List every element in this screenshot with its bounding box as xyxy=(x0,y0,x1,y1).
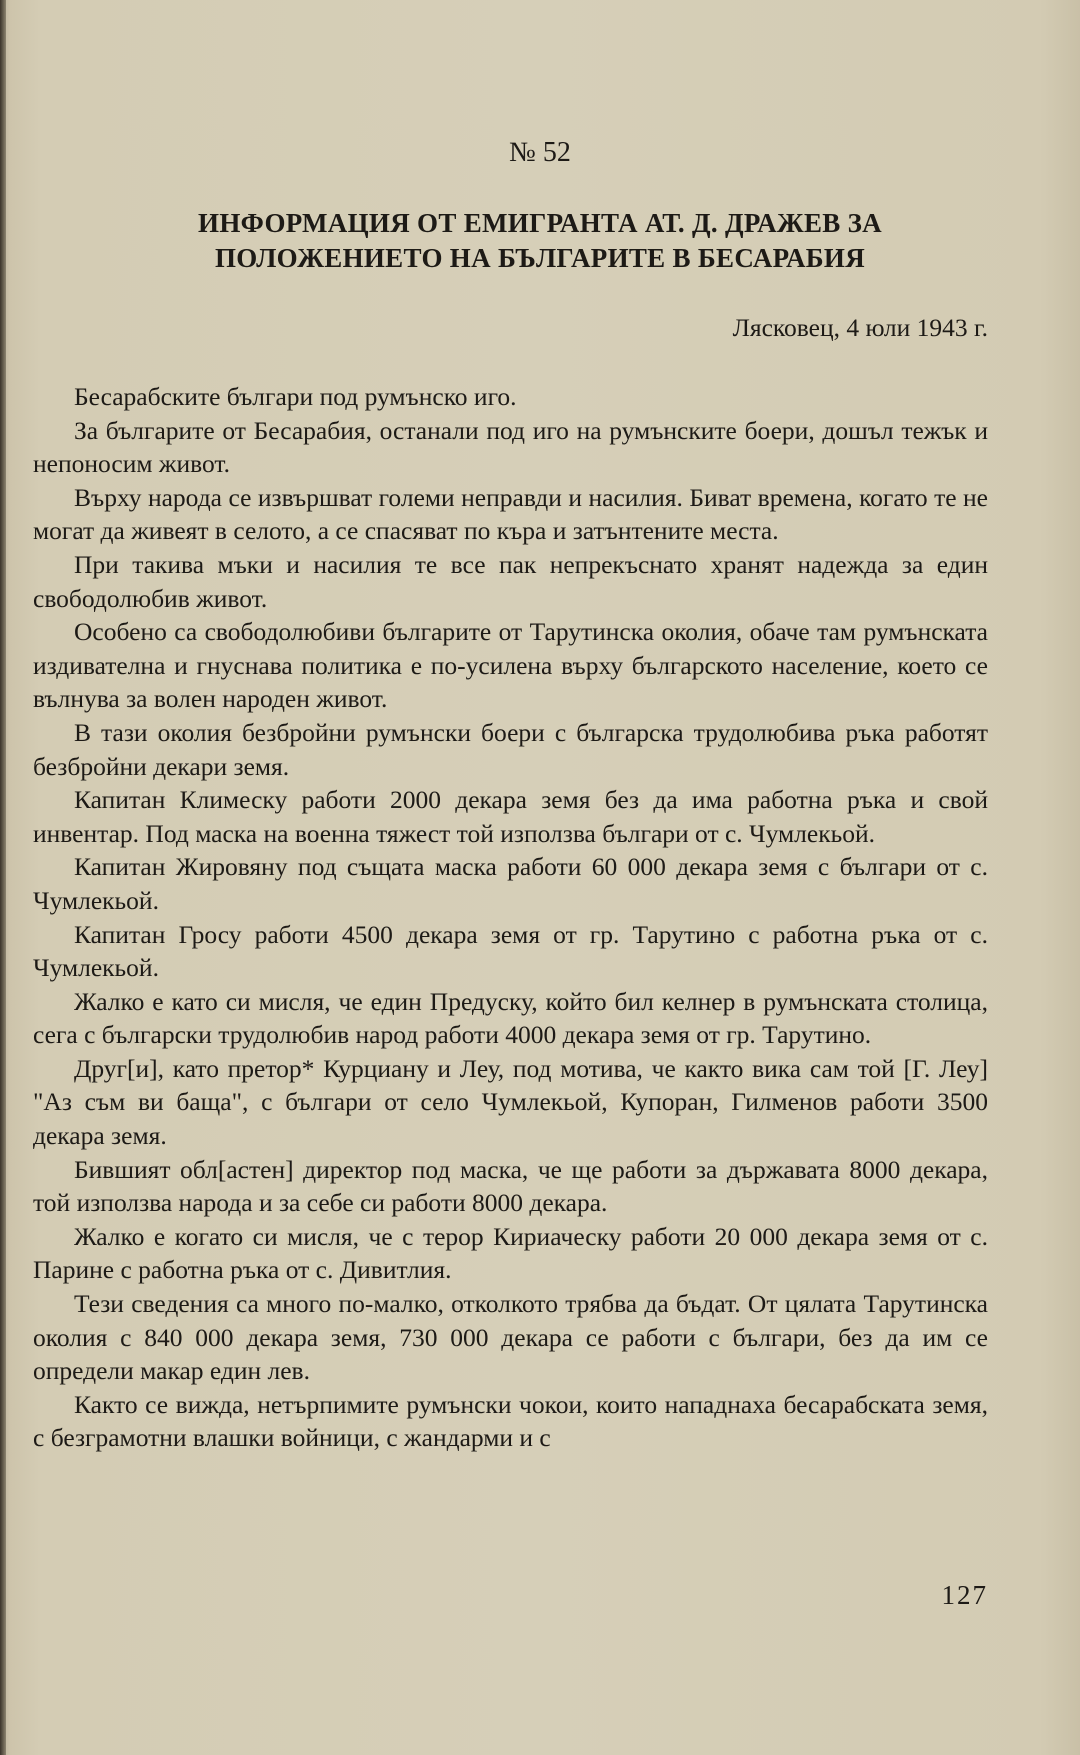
paragraph: Върху народа се извършват големи неправди и насилия. Биват времена, когато те не могат да живеят в селото, а се спасяват по къра и затънтените места. xyxy=(33,482,988,546)
paragraph: В тази околия безбройни румънски боери с българска трудолюбива ръка работят безбройни декари земя. xyxy=(33,717,988,781)
paragraph: Жалко е когато си мисля, че с терор Кириаческу работи 20 000 декара земя от с. Парине с работна ръка от с. Дивитлия. xyxy=(33,1221,988,1285)
paragraph: Особено са свободолюбиви българите от Тарутинска околия, обаче там румънската издивателна и гнуснава политика е по-усилена върху българското население, което се вълнува за волен народен живот. xyxy=(33,617,988,714)
paragraph: За българите от Бесарабия, останали под иго на румънските боери, дошъл тежък и непоносим живот. xyxy=(33,415,988,479)
paragraph: Бесарабските българи под румънско иго. xyxy=(74,382,517,411)
paragraph: Тези сведения са много по-малко, отколкото трябва да бъдат. От цялата Тарутинска околия с 840 000 декара земя, 730 000 декара се работи с българи, без да им се определи макар един лев. xyxy=(33,1289,988,1386)
document-number: № 52 xyxy=(509,137,571,168)
page-number: 127 xyxy=(941,1580,988,1610)
document-title xyxy=(100,206,980,276)
body-text xyxy=(33,380,988,1455)
title-line: ИНФОРМАЦИЯ ОТ ЕМИГРАНТА АТ. Д. ДРАЖЕВ ЗА xyxy=(198,208,882,238)
paragraph: Жалко е като си мисля, че един Предуску, който бил келнер в румънската столица, сега с български трудолюбив народ работи 4000 декара земя от гр. Тарутино. xyxy=(33,986,988,1050)
paragraph: Както се вижда, нетърпимите румънски чокои, които нападнаха бесарабската земя, с безграмотни влашки войници, с жандарми и с xyxy=(33,1389,988,1453)
paragraph: Капитан Климеску работи 2000 декара земя без да има работна ръка и свой инвентар. Под маска на военна тяжест той използва българи от с. Чумлекьой. xyxy=(33,785,988,848)
dateline: Лясковец, 4 юли 1943 г. xyxy=(732,313,988,342)
paragraph: При такива мъки и насилия те все пак непрекъснато хранят надежда за един свободолюбив живот. xyxy=(33,549,988,613)
paragraph: Бившият обл[астен] директор под маска, че ще работи за държавата 8000 декара, той използва народа и за себе си работи 8000 декара. xyxy=(33,1154,988,1218)
paragraph: Капитан Гросу работи 4500 декара земя от гр. Тарутино с работна ръка от с. Чумлекьой. xyxy=(33,919,988,983)
book-spine-shadow xyxy=(0,0,6,1755)
paragraph: Друг[и], като претор* Курциану и Леу, под мотива, че както вика сам той [Г. Леу] "Аз съм ви баща", с българи от село Чумлекьой, Купоран, Гилменов работи 3500 декара земя. xyxy=(33,1053,988,1151)
title-line: ПОЛОЖЕНИЕТО НА БЪЛГАРИТЕ В БЕСАРАБИЯ xyxy=(214,243,866,273)
paragraph: Капитан Жировяну под същата маска работи 60 000 декара земя с българи от с. Чумлекьой. xyxy=(33,852,988,915)
